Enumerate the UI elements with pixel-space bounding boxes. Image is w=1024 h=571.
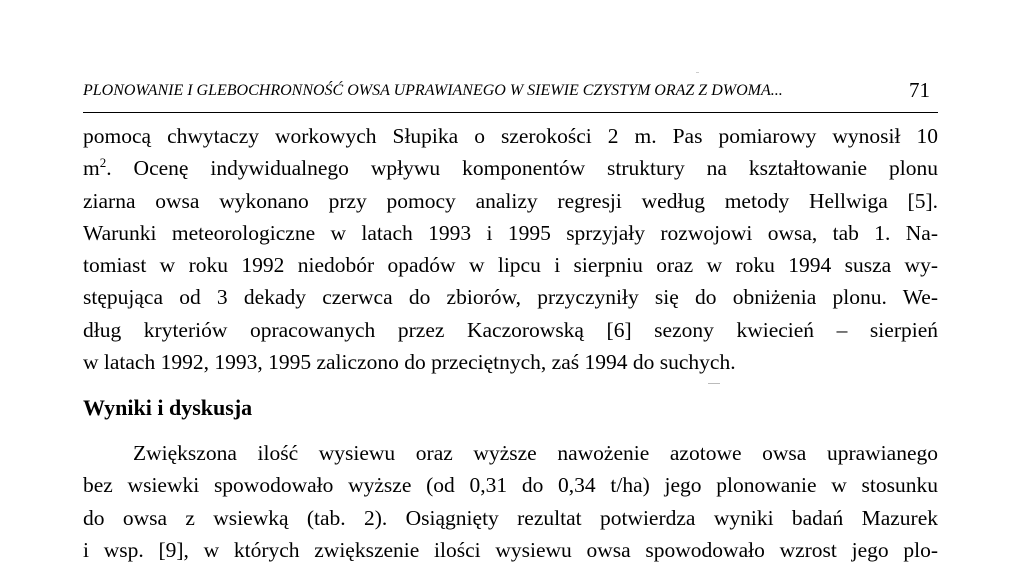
scan-speck bbox=[696, 72, 699, 73]
paragraph-results bbox=[83, 437, 938, 566]
text-line: pomocą chwytaczy workowych Słupika o szerokości 2 m. Pas pomiarowy wynosił 10 bbox=[83, 124, 938, 148]
text-line: bez wsiewki spowodowało wyższe (od 0,31 do 0,34 t/ha) jego plonowanie w stosunku bbox=[83, 473, 938, 498]
text-line: do owsa z wsiewką (tab. 2). Osiągnięty rezultat potwierdza wyniki badań Mazurek bbox=[83, 505, 938, 530]
running-header bbox=[83, 78, 938, 113]
text-line: tomiast w roku 1992 niedobór opadów w lipcu i sierpniu oraz w roku 1994 susza wy- bbox=[83, 253, 938, 278]
scan-mark bbox=[708, 383, 720, 384]
section-heading: Wyniki i dyskusja bbox=[83, 395, 253, 420]
text-line: $m^2$. Ocenę indywidualnego wpływu komponentów struktury na kształtowanie plonu bbox=[83, 155, 938, 181]
text-line: stępująca od 3 dekady czerwca do zbiorów, przyczyniły się do obniżenia plonu. We- bbox=[83, 285, 938, 310]
superscript: 2 bbox=[99, 155, 107, 171]
running-title: PLONOWANIE I GLEBOCHRONNOŚĆ OWSA UPRAWIANEGO W SIEWIE CZYSTYM ORAZ Z DWOMA... bbox=[83, 82, 783, 99]
text-line: Zwiększona ilość wysiewu oraz wyższe nawożenie azotowe owsa uprawianego bbox=[133, 441, 938, 465]
text-line: w latach 1992, 1993, 1995 zaliczono do przeciętnych, zaś 1994 do suchych. bbox=[83, 350, 736, 375]
text-line: dług kryteriów opracowanych przez Kaczorowską [6] sezony kwiecień – sierpień bbox=[83, 317, 938, 342]
text-line: i wsp. [9], w których zwiększenie ilości wysiewu owsa spowodowało wzrost jego plo- bbox=[83, 537, 938, 562]
text-line: ziarna owsa wykonano przy pomocy analizy regresji według metody Hellwiga [5]. bbox=[83, 188, 938, 213]
page-number: 71 bbox=[909, 78, 930, 102]
text-line: Warunki meteorologiczne w latach 1993 i 1995 sprzyjały rozwojowi owsa, tab 1. Na- bbox=[83, 220, 938, 245]
paragraph-methods bbox=[83, 120, 938, 378]
